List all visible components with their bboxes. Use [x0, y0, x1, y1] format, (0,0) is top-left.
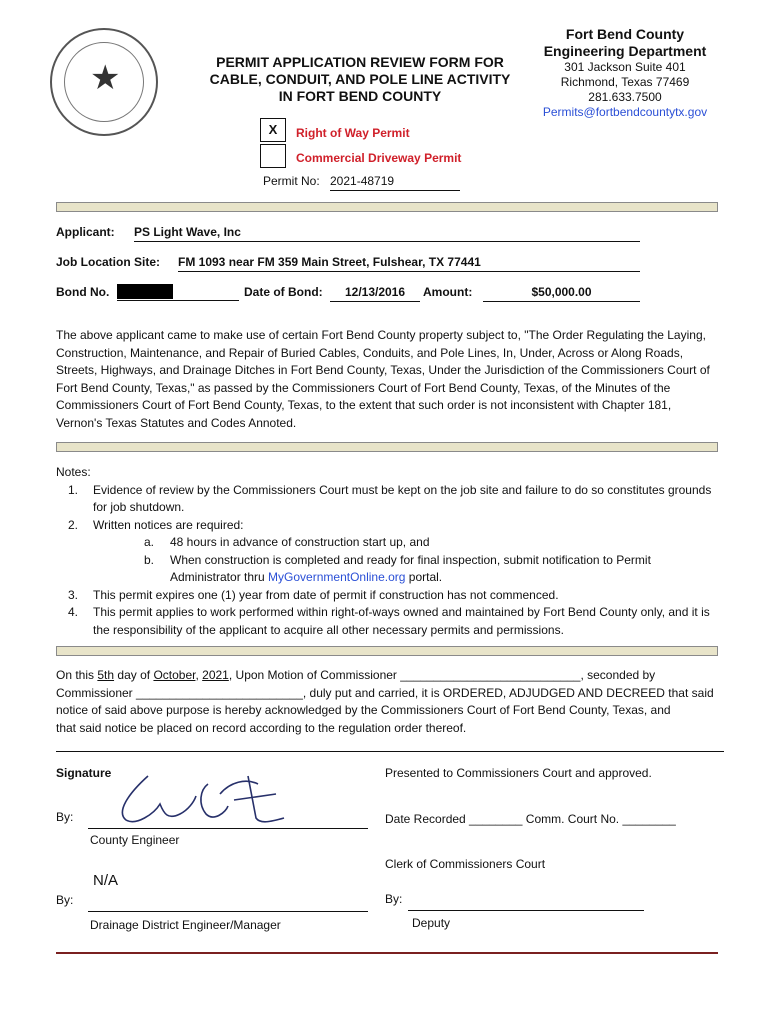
bond-no-line [117, 286, 239, 301]
note-4-text: This permit applies to work performed within right-of-ways owned and maintained by Fort Bend County only, and it is the responsibility of the applicant to acquire all other necessary permits and permissions. [93, 605, 710, 637]
note-2-text: Written notices are required: [93, 517, 244, 532]
agency-email-link[interactable]: Permits@fortbendcountytx.gov [542, 105, 708, 119]
section-bar-2 [56, 442, 718, 452]
order-year: 2021 [202, 668, 229, 682]
note-1: 1. Evidence of review by the Commissioners Court must be kept on the job site and failure to do so constitutes grounds for job shutdown. [56, 482, 718, 517]
row-permit-label: Right of Way Permit [296, 126, 410, 140]
date-recorded-text: Date Recorded ________ Comm. Court No. ________ [385, 812, 676, 826]
signature-label: Signature [56, 766, 112, 780]
agency-address-1: 301 Jackson Suite 401 [564, 60, 686, 74]
county-seal [50, 28, 158, 136]
drainage-line [88, 911, 368, 912]
order-line-1: On this 5th day of October, 2021, Upon Motion of Commissioner ___________________________, seconded by [56, 668, 656, 682]
note-3: 3. This permit expires one (1) year from date of permit if construction has not commenced. [56, 587, 718, 605]
note-2: 2. Written notices are required: [56, 517, 718, 535]
row-permit-checkbox[interactable]: X [260, 118, 286, 142]
seal-inner-ring [64, 42, 144, 122]
drainage-label: Drainage District Engineer/Manager [90, 918, 281, 932]
star-icon: ★ [90, 59, 121, 97]
bond-date-label: Date of Bond: [244, 285, 323, 299]
signature-divider [56, 751, 724, 752]
signature-image [108, 764, 288, 832]
by-label-2: By: [56, 893, 74, 907]
by-label-3: By: [385, 892, 403, 906]
clerk-label: Clerk of Commissioners Court [385, 857, 546, 871]
note-2b-text: When construction is completed and ready for final inspection, submit notification to Permit Administrator thru MyGovernmentOnline.org portal. [170, 552, 651, 584]
note-2a-text: 48 hours in advance of construction start up, and [170, 535, 430, 549]
bottom-rule [56, 952, 718, 954]
bond-amount-value: $50,000.00 [483, 285, 640, 302]
drainage-na-value: N/A [93, 872, 119, 889]
note-2a: a. 48 hours in advance of construction start up, and [56, 534, 718, 552]
deputy-label: Deputy [412, 916, 451, 930]
permit-no-value: 2021-48719 [330, 174, 460, 191]
driveway-permit-checkbox[interactable] [260, 144, 286, 168]
county-engineer-label: County Engineer [90, 833, 180, 847]
section-bar-1 [56, 202, 718, 212]
order-line-3: notice of said above purpose is hereby acknowledged by the Commissioners Court of Fort Bend County, Texas, and [56, 703, 671, 717]
title-line-3: IN FORT BEND COUNTY [278, 88, 442, 104]
order-line-4: that said notice be placed on record according to the regulation order thereof. [56, 720, 467, 735]
applicant-label: Applicant: [56, 225, 115, 239]
order-day: 5th [97, 668, 115, 682]
note-1-text: Evidence of review by the Commissioners Court must be kept on the job site and failure to do so constitutes grounds for job shutdown. [93, 482, 712, 514]
note-2b: b. When construction is completed and ready for final inspection, submit notification to Permit Administrator thru MyGovernmentOnline.org portal. [56, 552, 718, 587]
order-paragraph [56, 667, 718, 737]
by-label-1: By: [56, 810, 74, 824]
regulation-paragraph: The above applicant came to make use of certain Fort Bend County property subject to, "The Order Regulating the Laying, Construction, Maintenance, and Repair of Buried Cables, Conduits, and Pole Lines, In, Under, Across or Along Roads, Streets, Highways, and Drainage Ditches in Fort Bend County, Texas, Under the Jurisdiction of the Commissioners Court of Fort Bend County, Texas," as passed by the Commissioners Court of Fort Bend County, Texas, of the Minutes of the Commissioners Court of Fort Bend County, Texas, to the extent that such order is not inconsistent with Chapter 181, Vernon's Texas Statutes and Codes Annoted. [56, 328, 710, 430]
applicant-value: PS Light Wave, Inc [134, 225, 640, 242]
note-4: 4. This permit applies to work performed within right-of-ways owned and maintained by Fort Bend County only, and it is the responsibility of the applicant to acquire all other necessary permits and permissions. [56, 604, 718, 639]
order-month: October [153, 668, 196, 682]
agency-phone: 281.633.7500 [588, 90, 662, 104]
bond-amount-label: Amount: [423, 285, 473, 299]
title-line-2: CABLE, CONDUIT, AND POLE LINE ACTIVITY [209, 71, 511, 87]
title-line-1: PERMIT APPLICATION REVIEW FORM FOR [216, 54, 504, 70]
section-bar-3 [56, 646, 718, 656]
job-location-label: Job Location Site: [56, 255, 161, 269]
presented-text: Presented to Commissioners Court and approved. [385, 766, 652, 780]
driveway-permit-label: Commercial Driveway Permit [296, 151, 462, 165]
permit-no-label: Permit No: [263, 174, 320, 188]
bond-date-value: 12/13/2016 [330, 285, 420, 302]
notes-heading: Notes: [56, 465, 91, 479]
agency-name: Fort Bend County [565, 26, 685, 42]
notes-section [56, 464, 718, 639]
agency-address-2: Richmond, Texas 77469 [560, 75, 690, 89]
mygovernmentonline-link[interactable]: MyGovernmentOnline.org [268, 570, 406, 584]
form-title [190, 54, 530, 105]
deputy-line [408, 910, 644, 911]
job-location-value: FM 1093 near FM 359 Main Street, Fulshear, TX 77441 [178, 255, 640, 272]
bond-no-label: Bond No. [56, 285, 110, 299]
county-engineer-line [88, 828, 368, 829]
agency-block [530, 26, 720, 120]
order-line-2: Commissioner _________________________, duly put and carried, it is ORDERED, ADJUDGED AND DECREED that said [56, 685, 714, 700]
agency-department: Engineering Department [543, 43, 707, 59]
note-3-text: This permit expires one (1) year from date of permit if construction has not commenced. [93, 587, 559, 602]
